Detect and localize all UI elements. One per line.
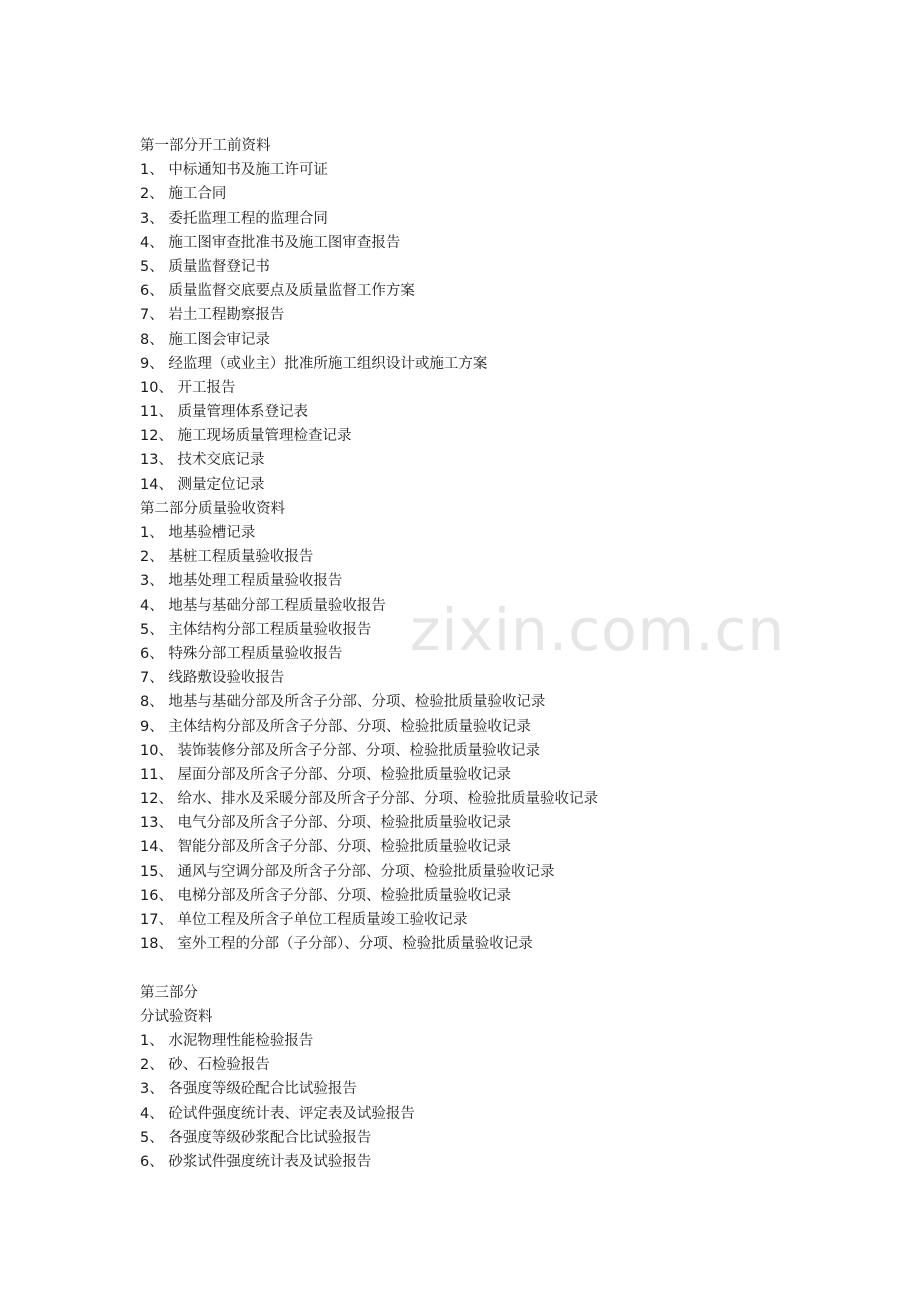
list-item: 18、 室外工程的分部（子分部）、分项、检验批质量验收记录 [140, 936, 533, 953]
list-item: 17、 单位工程及所含子单位工程质量竣工验收记录 [140, 912, 468, 928]
list-item: 6、 特殊分部工程质量验收报告 [140, 645, 343, 662]
list-item: 10、 装饰装修分部及所含子分部、分项、检验批质量验收记录 [140, 742, 541, 759]
list-item: 3、 地基处理工程质量验收报告 [140, 573, 343, 590]
list-item: 14、 测量定位记录 [140, 476, 265, 493]
list-item: 7、 线路敷设验收报告 [140, 670, 285, 687]
list-item: 16、 电梯分部及所含子分部、分项、检验批质量验收记录 [140, 887, 512, 904]
list-item: 5、 各强度等级砂浆配合比试验报告 [140, 1129, 372, 1146]
section-spacer [140, 956, 860, 980]
section-2 [140, 497, 860, 957]
list-item: 11、 屋面分部及所含子分部、分项、检验批质量验收记录 [140, 766, 512, 783]
list-item: 8、 地基与基础分部及所含子分部、分项、检验批质量验收记录 [140, 694, 546, 711]
section-heading: 第三部分 [140, 984, 198, 1001]
list-item: 13、 电气分部及所含子分部、分项、检验批质量验收记录 [140, 815, 512, 832]
list-item: 1、 中标通知书及施工许可证 [140, 162, 328, 179]
list-item: 12、 给水、排水及采暖分部及所含子分部、分项、检验批质量验收记录 [140, 791, 599, 808]
list-item: 6、 砂浆试件强度统计表及试验报告 [140, 1153, 372, 1170]
list-item: 9、 经监理（或业主）批准所施工组织设计或施工方案 [140, 355, 488, 372]
list-item: 5、 质量监督登记书 [140, 258, 270, 275]
list-item: 3、 各强度等级砼配合比试验报告 [140, 1081, 357, 1098]
document-body [140, 134, 860, 1174]
list-item: 1、 地基验槽记录 [140, 525, 256, 541]
list-item: 8、 施工图会审记录 [140, 331, 270, 348]
section-heading: 第一部分开工前资料 [140, 138, 271, 154]
section-1 [140, 134, 860, 497]
section-heading-continued: 分试验资料 [140, 1008, 213, 1025]
list-item: 11、 质量管理体系登记表 [140, 404, 309, 421]
list-item: 4、 地基与基础分部工程质量验收报告 [140, 597, 386, 614]
list-item: 10、 开工报告 [140, 379, 236, 396]
list-item: 3、 委托监理工程的监理合同 [140, 210, 328, 227]
list-item: 7、 岩土工程勘察报告 [140, 307, 285, 324]
list-item: 2、 基桩工程质量验收报告 [140, 549, 314, 566]
list-item: 4、 砼试件强度统计表、评定表及试验报告 [140, 1105, 415, 1122]
list-item: 14、 智能分部及所含子分部、分项、检验批质量验收记录 [140, 839, 512, 856]
list-item: 12、 施工现场质量管理检查记录 [140, 428, 352, 445]
list-item: 2、 施工合同 [140, 186, 227, 203]
list-item: 2、 砂、石检验报告 [140, 1057, 270, 1074]
watermark: zixin.com.cn [410, 596, 786, 664]
list-item: 15、 通风与空调分部及所含子分部、分项、检验批质量验收记录 [140, 863, 555, 880]
list-item: 1、 水泥物理性能检验报告 [140, 1032, 314, 1049]
list-item: 13、 技术交底记录 [140, 452, 265, 469]
section-3 [140, 981, 860, 1175]
list-item: 9、 主体结构分部及所含子分部、分项、检验批质量验收记录 [140, 718, 531, 735]
section-heading: 第二部分质量验收资料 [140, 500, 285, 517]
list-item: 6、 质量监督交底要点及质量监督工作方案 [140, 283, 415, 300]
list-item: 4、 施工图审查批准书及施工图审查报告 [140, 234, 401, 251]
list-item: 5、 主体结构分部工程质量验收报告 [140, 621, 372, 638]
